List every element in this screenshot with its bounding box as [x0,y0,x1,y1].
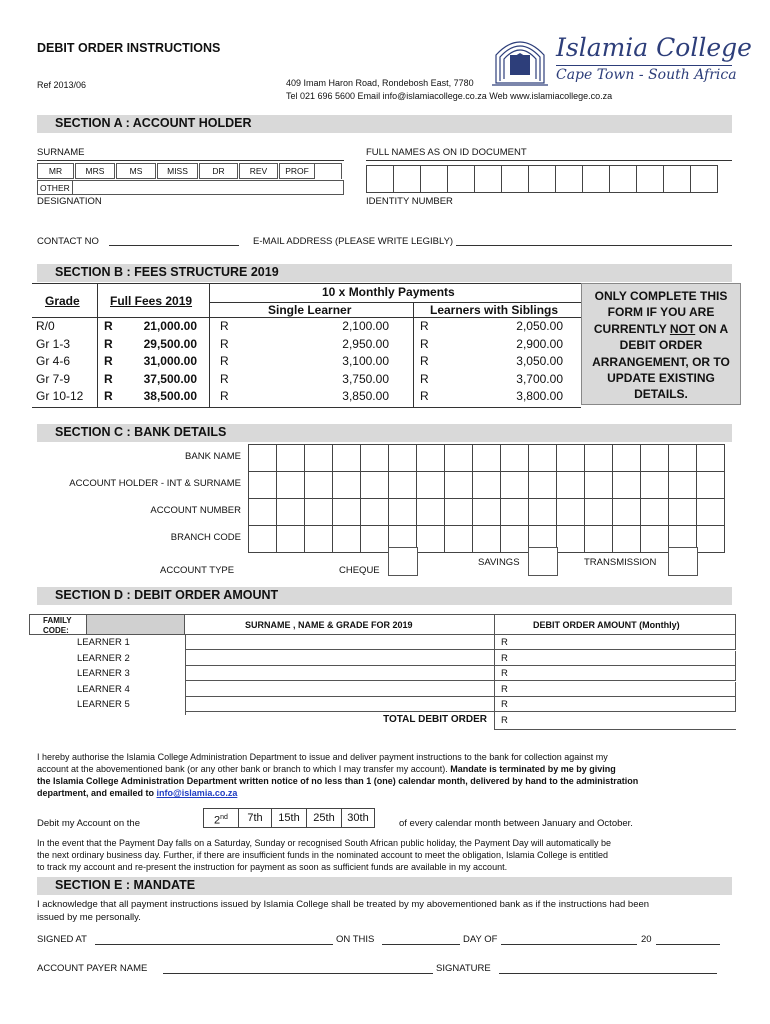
fee-currency: R [220,389,229,403]
fee-siblings: 2,900.00 [516,336,563,351]
bank-detail-box[interactable] [276,471,305,499]
fee-full: 29,500.00 [143,336,197,351]
col-full-fees: Full Fees 2019 [110,294,193,308]
fee-siblings: 2,050.00 [516,319,563,333]
full-names-line[interactable] [366,160,732,161]
fee-full: 37,500.00 [143,371,197,386]
bank-detail-box[interactable] [500,525,529,553]
bank-detail-box[interactable] [360,471,389,499]
bank-detail-box[interactable] [612,444,641,472]
bank-detail-box[interactable] [248,444,277,472]
learner-amount-field[interactable] [494,651,736,666]
bank-detail-box[interactable] [696,525,725,553]
day-of-label: DAY OF [463,934,498,945]
bank-detail-box[interactable] [444,444,473,472]
fee-siblings: 3,700.00 [516,371,563,386]
fee-currency: R [420,389,429,403]
debit-day-option[interactable]: 15th [271,808,307,828]
bank-detail-box[interactable] [416,471,445,499]
learner-row [29,682,736,697]
other-title-box[interactable] [37,180,344,195]
bank-detail-box[interactable] [500,498,529,526]
fee-full: 38,500.00 [143,389,197,403]
college-logo-icon [490,33,550,88]
bank-detail-box[interactable] [416,498,445,526]
bank-detail-box[interactable] [500,471,529,499]
bank-detail-box[interactable] [528,471,557,499]
debit-day-label: Debit my Account on the [37,818,140,829]
fee-siblings: 3,050.00 [516,354,563,368]
id-digit-box[interactable] [690,165,718,193]
fee-currency: R [220,319,229,333]
bank-detail-box[interactable] [416,525,445,553]
fee-currency: R [420,371,429,386]
fee-grade: Gr 7-9 [36,371,71,386]
id-digit-box[interactable] [555,165,583,193]
on-this-label: ON THIS [336,934,375,945]
col-siblings: Learners with Siblings [430,303,559,317]
learner-row [29,651,736,666]
title-options [37,163,342,179]
debit-day-suffix: of every calendar month between January and October. [399,818,633,829]
col-monthly: 10 x Monthly Payments [322,285,455,299]
learner-name-field[interactable] [185,666,494,681]
contact-label: CONTACT NO [37,236,99,247]
bank-detail-box[interactable] [332,444,361,472]
bank-detail-box[interactable] [360,498,389,526]
col-single: Single Learner [268,303,352,317]
bank-detail-box[interactable] [276,498,305,526]
fee-currency: R [420,336,429,351]
bank-detail-box[interactable] [360,444,389,472]
col-debit-amount: DEBIT ORDER AMOUNT (Monthly) [533,620,680,630]
bank-detail-box[interactable] [696,444,725,472]
year-label: 20 [641,934,652,945]
bank-detail-box[interactable] [556,525,585,553]
bank-detail-box[interactable] [304,471,333,499]
learner-name-field[interactable] [185,697,494,712]
bank-detail-box[interactable] [472,444,501,472]
family-code-label: FAMILY CODE: [43,616,72,635]
fee-currency: R [220,354,229,368]
bank-detail-box[interactable] [612,525,641,553]
bank-detail-box[interactable] [528,498,557,526]
bank-detail-box[interactable] [248,498,277,526]
bank-detail-box[interactable] [388,471,417,499]
email-line[interactable] [456,245,732,246]
id-digit-box[interactable] [663,165,691,193]
title-option-ms[interactable]: MS [116,163,156,179]
fee-currency: R [420,319,429,333]
bank-detail-box[interactable] [640,471,669,499]
savings-checkbox[interactable] [528,547,558,576]
fee-single: 3,750.00 [342,371,389,386]
debit-day-option[interactable]: 30th [341,808,375,828]
fee-currency: R [220,336,229,351]
bank-detail-box[interactable] [612,471,641,499]
email-link[interactable]: info@islamia.co.za [156,788,238,798]
account-type-label: ACCOUNT TYPE [160,565,235,576]
page-title: DEBIT ORDER INSTRUCTIONS [37,41,221,55]
bank-detail-box[interactable] [332,471,361,499]
fee-grade: Gr 4-6 [36,354,71,368]
title-option-mr[interactable]: MR [37,163,74,179]
learner-name-field[interactable] [185,651,494,666]
learner-currency: R [501,668,508,679]
id-digit-box[interactable] [393,165,421,193]
debit-day-option[interactable]: 25th [306,808,342,828]
title-option-prof[interactable]: PROF [279,163,315,179]
fee-grade: Gr 10-12 [36,389,84,403]
branch-code-label: BRANCH CODE [170,532,241,543]
transmission-checkbox[interactable] [668,547,698,576]
bank-detail-box[interactable] [556,498,585,526]
fee-full: 21,000.00 [143,319,197,333]
learner-currency: R [501,699,508,710]
bank-detail-box[interactable] [584,498,613,526]
bank-detail-box[interactable] [668,444,697,472]
learner-label: LEARNER 5 [77,699,130,710]
section-c-header: SECTION C : BANK DETAILS [37,424,732,442]
bank-detail-box[interactable] [696,471,725,499]
bank-detail-box[interactable] [556,444,585,472]
bank-detail-box[interactable] [444,471,473,499]
bank-detail-box[interactable] [668,471,697,499]
bank-detail-box[interactable] [556,471,585,499]
bank-detail-box[interactable] [472,471,501,499]
fee-currency: R [104,371,113,386]
mandate-text: I acknowledge that all payment instructions issued by Islamia College shall be treated by my abovementioned bank as if the instructions had been issued by me personally. [37,899,650,923]
contact-line[interactable] [109,245,239,246]
col-grade: Grade [45,294,80,308]
bank-detail-box[interactable] [584,471,613,499]
debit-day-options [203,808,375,828]
fee-currency: R [420,354,429,368]
bank-detail-box[interactable] [584,525,613,553]
fee-currency: R [104,354,113,368]
learner-label: LEARNER 4 [77,683,130,695]
section-d-header: SECTION D : DEBIT ORDER AMOUNT [37,587,732,605]
section-a-header: SECTION A : ACCOUNT HOLDER [37,115,732,133]
fee-currency: R [104,336,113,351]
email-label: E-MAIL ADDRESS (PLEASE WRITE LEGIBLY) [253,236,454,247]
bank-detail-box[interactable] [472,498,501,526]
account-holder-label: ACCOUNT HOLDER - INT & SURNAME [69,478,241,489]
bank-detail-box[interactable] [248,525,277,553]
id-digit-box[interactable] [609,165,637,193]
bank-detail-box[interactable] [248,471,277,499]
bank-detail-box[interactable] [696,498,725,526]
bank-detail-box[interactable] [444,498,473,526]
on-this-line[interactable] [382,944,460,945]
fee-single: 2,100.00 [342,319,389,333]
fee-single: 2,950.00 [342,336,389,351]
fee-single: 3,850.00 [342,389,389,403]
learner-amount-field[interactable] [494,635,736,650]
payer-name-line[interactable] [163,973,433,974]
bank-detail-box[interactable] [304,525,333,553]
account-number-label: ACCOUNT NUMBER [150,505,241,516]
title-option-rev[interactable]: REV [239,163,278,179]
learner-currency: R [501,683,508,695]
signature-label: SIGNATURE [436,963,491,974]
learner-currency: R [501,637,508,648]
reference: Ref 2013/06 [37,80,87,90]
learner-amount-field[interactable] [494,666,736,681]
total-currency: R [501,715,508,726]
designation-label: DESIGNATION [37,196,102,207]
bank-detail-box[interactable] [388,498,417,526]
bank-detail-box[interactable] [276,525,305,553]
id-digit-box[interactable] [366,165,394,193]
id-digit-box[interactable] [420,165,448,193]
authorisation-text: I hereby authorise the Islamia College Administration Department to issue and deliver payment instructions to the bank for collection against my account at the abovementioned bank (or any other bank or branch to which I may transfer my account). Mandate is terminated by me by giving the Islamia College Administration Department written notice of no less than 1 (one) calendar month, delivered by hand to the administration department, and emailed to info@islamia.co.za [37,752,639,798]
id-digit-box[interactable] [528,165,556,193]
learner-label: LEARNER 3 [77,668,130,679]
full-names-label: FULL NAMES AS ON ID DOCUMENT [366,147,527,158]
learner-name-field[interactable] [185,635,494,650]
surname-label: SURNAME [37,147,85,158]
bank-detail-box[interactable] [332,525,361,553]
learner-name-field[interactable] [185,682,494,697]
payment-day-text: In the event that the Payment Day falls on a Saturday, Sunday or recognised South African public holiday, the Payment Day will automatically be the next ordinary business day. Further, if there are insufficient funds in the nominated account to meet the obligation, Islamia College is entitled to track my account and re-present the instruction for payment as soon as sufficient funds are available in my account. [37,838,611,872]
identity-number-label: IDENTITY NUMBER [366,196,453,207]
learner-row [29,666,736,681]
bank-detail-box[interactable] [416,444,445,472]
day-of-line[interactable] [501,944,637,945]
debit-amount-table [29,614,736,730]
title-option-miss[interactable]: MISS [157,163,198,179]
debit-day-option[interactable]: 2nd [203,808,239,828]
identity-number-boxes [366,165,718,193]
complete-form-note: ONLY COMPLETE THIS FORM IF YOU ARE CURRENTLY NOT ON A DEBIT ORDER ARRANGEMENT, OR TO UPDATE EXISTING DETAILS. [581,283,741,405]
fee-row [32,354,581,371]
cheque-checkbox[interactable] [388,547,418,576]
fee-currency: R [104,389,113,403]
col-name-grade: SURNAME , NAME & GRADE FOR 2019 [245,620,413,630]
id-digit-box[interactable] [582,165,610,193]
id-digit-box[interactable] [636,165,664,193]
fee-row [32,389,581,406]
fee-single: 3,100.00 [342,354,389,368]
year-line[interactable] [656,944,720,945]
fee-row [32,337,581,354]
fee-currency: R [104,319,113,333]
savings-label: SAVINGS [478,557,520,568]
fee-grade: R/0 [36,319,55,333]
signed-at-label: SIGNED AT [37,934,87,945]
fee-row [32,319,581,336]
college-location: Cape Town - South Africa [556,67,737,83]
signed-at-line[interactable] [95,944,333,945]
title-option-mrs[interactable]: MRS [75,163,115,179]
other-title-label: OTHER [40,183,70,193]
bank-detail-box[interactable] [668,498,697,526]
bank-name-label: BANK NAME [185,451,241,462]
bank-detail-box[interactable] [528,444,557,472]
signature-line[interactable] [499,973,717,974]
bank-detail-box[interactable] [640,498,669,526]
college-name: Islamia College [556,33,752,62]
bank-detail-box[interactable] [304,498,333,526]
id-digit-box[interactable] [447,165,475,193]
transmission-label: TRANSMISSION [584,557,657,568]
learner-amount-field[interactable] [494,697,736,712]
fee-row [32,372,581,389]
bank-detail-box[interactable] [388,444,417,472]
id-digit-box[interactable] [501,165,529,193]
bank-detail-box[interactable] [444,525,473,553]
learner-currency: R [501,652,508,664]
bank-detail-box[interactable] [304,444,333,472]
learner-amount-field[interactable] [494,682,736,697]
title-row-spacer [315,163,342,179]
family-code-field[interactable] [86,614,185,635]
bank-detail-box[interactable] [360,525,389,553]
bank-detail-box[interactable] [472,525,501,553]
bank-detail-box[interactable] [612,498,641,526]
bank-detail-box[interactable] [500,444,529,472]
fees-table [32,283,581,408]
title-option-dr[interactable]: DR [199,163,238,179]
fee-grade: Gr 1-3 [36,336,71,351]
total-debit-label: TOTAL DEBIT ORDER [383,714,487,725]
surname-line[interactable] [37,160,344,161]
contact-details: Tel 021 696 5600 Email info@islamiacollege.co.za Web www.islamiacollege.co.za [286,91,613,101]
id-digit-box[interactable] [474,165,502,193]
bank-detail-box[interactable] [640,525,669,553]
section-e-header: SECTION E : MANDATE [37,877,732,895]
learner-label: LEARNER 1 [77,637,130,648]
bank-detail-box[interactable] [332,498,361,526]
debit-day-option[interactable]: 7th [238,808,272,828]
learner-label: LEARNER 2 [77,652,130,664]
fee-siblings: 3,800.00 [516,389,563,403]
bank-detail-box[interactable] [276,444,305,472]
bank-detail-box[interactable] [584,444,613,472]
payer-name-label: ACCOUNT PAYER NAME [37,963,148,974]
learner-row [29,697,736,712]
section-b-header: SECTION B : FEES STRUCTURE 2019 [37,264,732,282]
learner-row [29,635,736,650]
cheque-label: CHEQUE [339,565,380,576]
address: 409 Imam Haron Road, Rondebosh East, 7780 [286,78,474,88]
bank-detail-box[interactable] [640,444,669,472]
fee-currency: R [220,371,229,386]
fee-full: 31,000.00 [143,354,197,368]
